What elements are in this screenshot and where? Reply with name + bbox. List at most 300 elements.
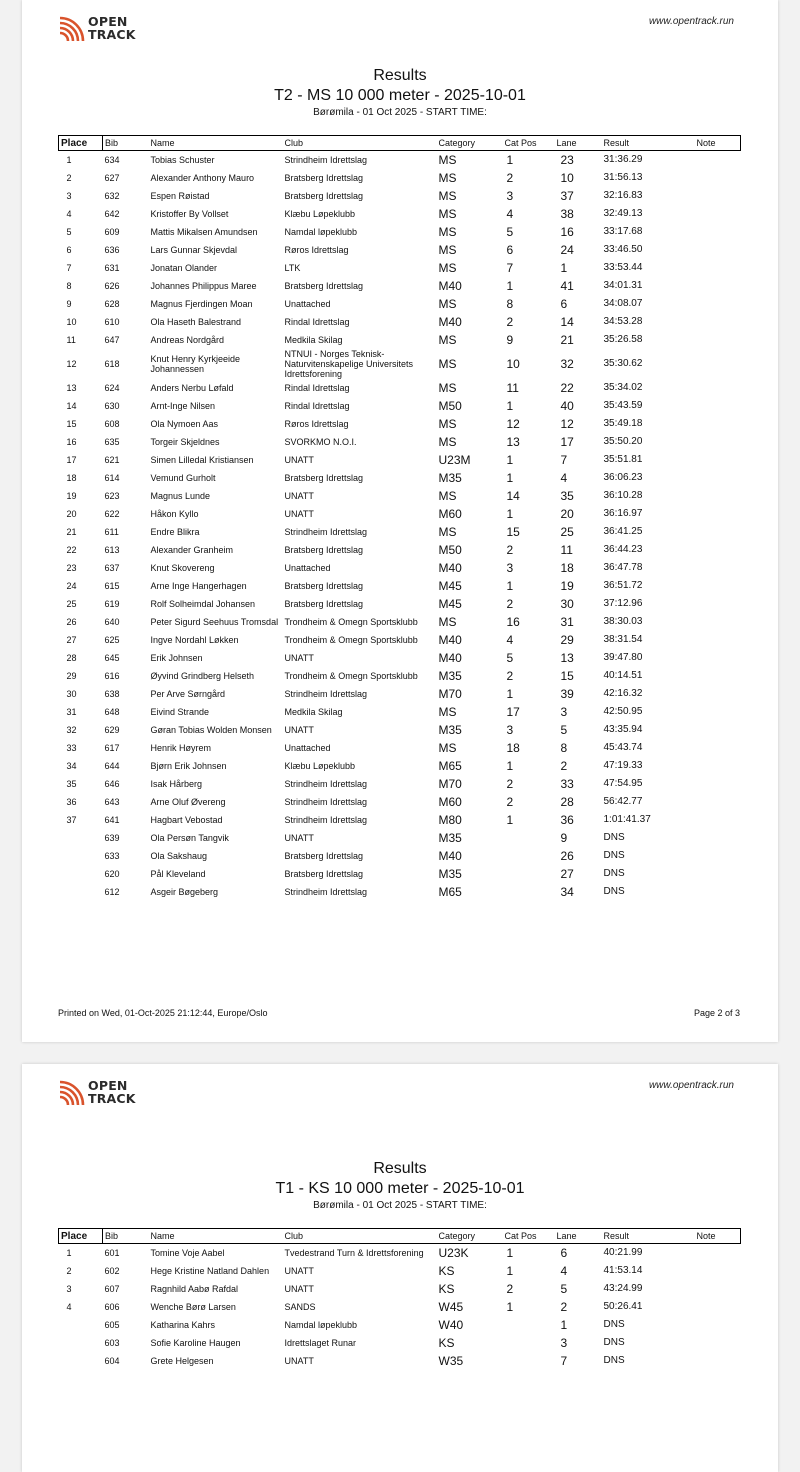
cell-bib: 622 (104, 508, 120, 519)
cell-result: 36:06.23 (603, 471, 643, 483)
table-row (59, 187, 741, 205)
table-row (59, 739, 741, 757)
cell-place: 21 (66, 526, 77, 537)
cell-lane: 5 (560, 1281, 568, 1296)
cell-note (695, 1316, 741, 1334)
cell-category: MS (438, 380, 457, 395)
cell-name: Ingve Nordahl Løkken (150, 634, 239, 645)
cell-note (695, 505, 741, 523)
cell-place: 7 (66, 262, 72, 273)
cell-place: 12 (66, 358, 77, 369)
cell-name: Knut Henry Kyrkjeeide Johannessen (150, 353, 241, 374)
logo-text-open: OPEN (88, 14, 128, 29)
table-row (59, 793, 741, 811)
cell-lane: 15 (560, 668, 574, 683)
cell-result: 42:50.95 (603, 705, 643, 717)
cell-bib: 643 (104, 796, 120, 807)
cell-result: 34:01.31 (603, 279, 643, 291)
results-table (58, 135, 741, 901)
cell-result: 35:51.81 (603, 453, 643, 465)
cell-place: 27 (66, 634, 77, 645)
cell-cat-pos: 10 (506, 356, 520, 371)
cell-category: MS (438, 242, 457, 257)
table-row (59, 577, 741, 595)
cell-place: 9 (66, 298, 72, 309)
cell-category: MS (438, 332, 457, 347)
table-row (59, 865, 741, 883)
cell-result: 35:43.59 (603, 399, 643, 411)
cell-bib: 640 (104, 616, 120, 627)
cell-club: UNATT (284, 1355, 314, 1366)
cell-name: Peter Sigurd Seehuus Tromsdal (150, 616, 279, 627)
cell-club: Bratsberg Idrettslag (284, 544, 364, 555)
cell-cat-pos: 2 (506, 776, 514, 791)
cell-note (695, 847, 741, 865)
cell-bib: 648 (104, 706, 120, 717)
cell-club: Rindal Idrettslag (284, 382, 350, 393)
cell-note (695, 1262, 741, 1280)
cell-note (695, 739, 741, 757)
cell-lane: 35 (560, 488, 574, 503)
results-header (22, 66, 778, 120)
cell-category: MS (438, 434, 457, 449)
table-row (59, 451, 741, 469)
cell-category: M80 (438, 812, 462, 827)
cell-note (695, 259, 741, 277)
cell-place: 13 (66, 382, 77, 393)
event-subtitle: Børømila - 01 Oct 2025 - START TIME: (313, 107, 487, 118)
cell-result: 35:49.18 (603, 417, 643, 429)
cell-bib: 619 (104, 598, 120, 609)
results-table-body (59, 1244, 741, 1370)
cell-note (695, 1280, 741, 1298)
cell-bib: 616 (104, 670, 120, 681)
col-note: Note (696, 1231, 716, 1241)
cell-cat-pos: 1 (506, 152, 514, 167)
cell-lane: 18 (560, 560, 574, 575)
cell-club: LTK (284, 262, 301, 273)
cell-place: 26 (66, 616, 77, 627)
cell-name: Arnt-Inge Nilsen (150, 400, 216, 411)
cell-name: Ola Persøn Tangvik (150, 832, 229, 843)
cell-bib: 620 (104, 868, 120, 879)
cell-club: Bratsberg Idrettslag (284, 598, 364, 609)
cell-result: 36:16.97 (603, 507, 643, 519)
cell-cat-pos (503, 865, 555, 883)
cell-note (695, 313, 741, 331)
cell-category: MS (438, 170, 457, 185)
cell-category: M50 (438, 398, 462, 413)
cell-lane: 34 (560, 884, 574, 899)
cell-place: 10 (66, 316, 77, 327)
col-result: Result (603, 138, 630, 148)
site-url[interactable]: www.opentrack.run (648, 1080, 734, 1091)
cell-name: Grete Helgesen (150, 1355, 214, 1366)
cell-lane: 33 (560, 776, 574, 791)
cell-category: MS (438, 206, 457, 221)
cell-bib: 626 (104, 280, 120, 291)
event-title: T2 - MS 10 000 meter - 2025-10-01 (274, 87, 526, 104)
cell-result: 43:35.94 (603, 723, 643, 735)
cell-note (695, 223, 741, 241)
cell-club: Unattached (284, 742, 331, 753)
table-row (59, 649, 741, 667)
table-row (59, 631, 741, 649)
cell-note (695, 451, 741, 469)
cell-note (695, 1244, 741, 1262)
cell-note (695, 811, 741, 829)
cell-lane: 1 (560, 260, 568, 275)
cell-result: 35:50.20 (603, 435, 643, 447)
cell-note (695, 523, 741, 541)
cell-bib: 641 (104, 814, 120, 825)
cell-place: 1 (66, 154, 72, 165)
cell-cat-pos: 12 (506, 416, 520, 431)
cell-category: M40 (438, 314, 462, 329)
cell-note (695, 349, 741, 379)
cell-note (695, 1298, 741, 1316)
cell-place: 2 (66, 172, 72, 183)
cell-category: M40 (438, 632, 462, 647)
cell-category: U23M (438, 452, 471, 467)
cell-result: 33:53.44 (603, 261, 643, 273)
cell-result: 38:31.54 (603, 633, 643, 645)
cell-place: 22 (66, 544, 77, 555)
cell-result: 47:54.95 (603, 777, 643, 789)
table-row (59, 223, 741, 241)
col-result: Result (603, 1231, 630, 1241)
cell-bib: 645 (104, 652, 120, 663)
opentrack-arcs-icon (58, 15, 86, 41)
cell-cat-pos: 2 (506, 170, 514, 185)
cell-name: Sofie Karoline Haugen (150, 1337, 241, 1348)
cell-result: 56:42.77 (603, 795, 643, 807)
cell-bib: 603 (104, 1337, 120, 1348)
cell-club: Bratsberg Idrettslag (284, 868, 364, 879)
cell-name: Magnus Lunde (150, 490, 211, 501)
cell-name: Knut Skovereng (150, 562, 215, 573)
cell-lane: 8 (560, 740, 568, 755)
cell-note (695, 433, 741, 451)
cell-cat-pos: 1 (506, 1245, 514, 1260)
cell-name: Magnus Fjerdingen Moan (150, 298, 253, 309)
cell-club: Bratsberg Idrettslag (284, 850, 364, 861)
cell-lane: 17 (560, 434, 574, 449)
cell-category: KS (438, 1263, 455, 1278)
cell-place: 18 (66, 472, 77, 483)
cell-category: KS (438, 1335, 455, 1350)
cell-lane: 25 (560, 524, 574, 539)
cell-place (59, 829, 103, 847)
cell-name: Mattis Mikalsen Amundsen (150, 226, 258, 237)
table-row (59, 721, 741, 739)
cell-lane: 39 (560, 686, 574, 701)
cell-name: Andreas Nordgård (150, 334, 225, 345)
cell-cat-pos: 14 (506, 488, 520, 503)
cell-category: MS (438, 416, 457, 431)
cell-bib: 607 (104, 1283, 120, 1294)
cell-note (695, 469, 741, 487)
cell-category: MS (438, 296, 457, 311)
cell-name: Rolf Solheimdal Johansen (150, 598, 256, 609)
cell-cat-pos: 1 (506, 1263, 514, 1278)
results-table-body (59, 151, 741, 901)
cell-place (59, 883, 103, 901)
cell-category: MS (438, 356, 457, 371)
cell-place: 23 (66, 562, 77, 573)
cell-place (59, 1334, 103, 1352)
cell-cat-pos: 1 (506, 812, 514, 827)
cell-cat-pos: 3 (506, 722, 514, 737)
col-place: Place (59, 136, 103, 151)
cell-result: 34:53.28 (603, 315, 643, 327)
cell-cat-pos: 17 (506, 704, 520, 719)
cell-name: Espen Røistad (150, 190, 210, 201)
cell-name: Endre Blikra (150, 526, 200, 537)
cell-category: M60 (438, 506, 462, 521)
cell-cat-pos: 5 (506, 224, 514, 239)
cell-category: M35 (438, 722, 462, 737)
cell-cat-pos: 1 (506, 758, 514, 773)
cell-place: 2 (66, 1265, 72, 1276)
cell-cat-pos: 11 (506, 380, 519, 395)
cell-name: Per Arve Sørngård (150, 688, 226, 699)
cell-club: UNATT (284, 490, 314, 501)
opentrack-logo[interactable] (58, 1078, 148, 1106)
table-row (59, 667, 741, 685)
cell-name: Alexander Anthony Mauro (150, 172, 255, 183)
cell-result: DNS (603, 1336, 625, 1348)
cell-cat-pos: 1 (506, 578, 514, 593)
cell-category: M65 (438, 884, 462, 899)
cell-result: DNS (603, 831, 625, 843)
table-row (59, 757, 741, 775)
cell-club: Unattached (284, 562, 331, 573)
cell-name: Ola Sakshaug (150, 850, 208, 861)
cell-bib: 604 (104, 1355, 120, 1366)
logo-text-track: TRACK (88, 1091, 136, 1106)
cell-name: Anders Nerbu Løfald (150, 382, 234, 393)
cell-note (695, 1352, 741, 1370)
cell-result: 37:12.96 (603, 597, 643, 609)
cell-note (695, 703, 741, 721)
cell-name: Bjørn Erik Johnsen (150, 760, 227, 771)
cell-bib: 623 (104, 490, 120, 501)
cell-club: Bratsberg Idrettslag (284, 280, 364, 291)
cell-bib: 608 (104, 418, 120, 429)
cell-cat-pos: 1 (506, 686, 514, 701)
cell-result: 35:34.02 (603, 381, 643, 393)
cell-result: 40:14.51 (603, 669, 643, 681)
cell-lane: 19 (560, 578, 574, 593)
cell-result: 36:44.23 (603, 543, 643, 555)
cell-place: 11 (66, 334, 76, 345)
cell-name: Johannes Philippus Maree (150, 280, 257, 291)
cell-lane: 3 (560, 1335, 568, 1350)
cell-note (695, 241, 741, 259)
cell-club: SVORKMO N.O.I. (284, 436, 357, 447)
cell-cat-pos (503, 829, 555, 847)
cell-result: 32:16.83 (603, 189, 643, 201)
cell-result: 40:21.99 (603, 1246, 643, 1258)
table-row (59, 775, 741, 793)
cell-lane: 21 (560, 332, 574, 347)
cell-name: Lars Gunnar Skjevdal (150, 244, 238, 255)
cell-club: Trondheim & Omegn Sportsklubb (284, 634, 418, 645)
table-row (59, 613, 741, 631)
cell-cat-pos: 6 (506, 242, 514, 257)
table-row (59, 349, 741, 379)
results-heading: Results (373, 67, 427, 84)
cell-club: Trondheim & Omegn Sportsklubb (284, 616, 418, 627)
cell-name: Ragnhild Aabø Rafdal (150, 1283, 239, 1294)
cell-club: Bratsberg Idrettslag (284, 172, 364, 183)
cell-lane: 27 (560, 866, 574, 881)
opentrack-arcs-icon (58, 1079, 86, 1105)
table-row (59, 1298, 741, 1316)
cell-place: 36 (66, 796, 77, 807)
cell-note (695, 331, 741, 349)
cell-cat-pos: 4 (506, 632, 514, 647)
cell-lane: 32 (560, 356, 574, 371)
cell-name: Alexander Granheim (150, 544, 234, 555)
table-row (59, 1280, 741, 1298)
cell-result: 43:24.99 (603, 1282, 643, 1294)
cell-name: Simen Lilledal Kristiansen (150, 454, 254, 465)
table-row (59, 169, 741, 187)
table-row (59, 829, 741, 847)
cell-note (695, 205, 741, 223)
cell-place: 28 (66, 652, 77, 663)
cell-place: 37 (66, 814, 77, 825)
cell-club: UNATT (284, 832, 314, 843)
cell-name: Erik Johnsen (150, 652, 203, 663)
cell-cat-pos: 18 (506, 740, 520, 755)
cell-bib: 644 (104, 760, 120, 771)
cell-club: Namdal løpeklubb (284, 226, 358, 237)
cell-place (59, 1352, 103, 1370)
cell-name: Wenche Børø Larsen (150, 1301, 236, 1312)
cell-club: UNATT (284, 1283, 314, 1294)
cell-category: KS (438, 1281, 455, 1296)
logo-text-open: OPEN (88, 1078, 128, 1093)
cell-lane: 4 (560, 470, 568, 485)
cell-club: Namdal løpeklubb (284, 1319, 358, 1330)
cell-name: Ola Nymoen Aas (150, 418, 219, 429)
results-heading: Results (373, 1160, 427, 1177)
site-url[interactable]: www.opentrack.run (648, 16, 734, 27)
cell-place: 29 (66, 670, 77, 681)
cell-bib: 633 (104, 850, 120, 861)
cell-lane: 20 (560, 506, 574, 521)
cell-place: 17 (66, 454, 77, 465)
cell-place (59, 865, 103, 883)
cell-cat-pos: 1 (506, 398, 514, 413)
cell-name: Tobias Schuster (150, 154, 215, 165)
cell-lane: 36 (560, 812, 574, 827)
cell-cat-pos: 2 (506, 1281, 514, 1296)
cell-club: Strindheim Idrettslag (284, 796, 368, 807)
cell-cat-pos (503, 883, 555, 901)
cell-result: 50:26.41 (603, 1300, 643, 1312)
cell-place: 14 (66, 400, 77, 411)
results-header (22, 1159, 778, 1213)
cell-cat-pos: 2 (506, 596, 514, 611)
cell-bib: 609 (104, 226, 120, 237)
results-page-2 (22, 1064, 778, 1472)
cell-note (695, 151, 741, 169)
col-bib: Bib (105, 138, 119, 148)
table-row (59, 505, 741, 523)
cell-cat-pos: 2 (506, 542, 514, 557)
cell-club: UNATT (284, 508, 314, 519)
table-row (59, 883, 741, 901)
cell-place (59, 847, 103, 865)
cell-category: MS (438, 224, 457, 239)
cell-lane: 41 (560, 278, 574, 293)
cell-lane: 14 (560, 314, 574, 329)
cell-cat-pos (503, 1316, 555, 1334)
table-row (59, 811, 741, 829)
cell-place: 5 (66, 226, 72, 237)
table-row (59, 151, 741, 169)
cell-result: 31:56.13 (603, 171, 643, 183)
opentrack-logo[interactable] (58, 14, 148, 42)
cell-place: 20 (66, 508, 77, 519)
cell-name: Kristoffer By Vollset (150, 208, 229, 219)
cell-name: Ola Haseth Balestrand (150, 316, 242, 327)
cell-club: Bratsberg Idrettslag (284, 580, 364, 591)
cell-lane: 7 (560, 452, 568, 467)
cell-note (695, 541, 741, 559)
cell-bib: 615 (104, 580, 120, 591)
cell-lane: 29 (560, 632, 574, 647)
cell-note (695, 631, 741, 649)
cell-category: M35 (438, 830, 462, 845)
col-cat-pos: Cat Pos (504, 138, 537, 148)
event-subtitle: Børømila - 01 Oct 2025 - START TIME: (313, 1200, 487, 1211)
cell-note (695, 397, 741, 415)
cell-bib: 605 (104, 1319, 120, 1330)
table-row (59, 1316, 741, 1334)
table-row (59, 241, 741, 259)
cell-place: 6 (66, 244, 72, 255)
cell-lane: 28 (560, 794, 574, 809)
cell-category: W45 (438, 1299, 464, 1314)
cell-note (695, 379, 741, 397)
cell-bib: 630 (104, 400, 120, 411)
cell-place: 31 (66, 706, 77, 717)
cell-lane: 4 (560, 1263, 568, 1278)
cell-result: DNS (603, 1354, 625, 1366)
cell-name: Vemund Gurholt (150, 472, 216, 483)
event-title: T1 - KS 10 000 meter - 2025-10-01 (275, 1180, 525, 1197)
col-lane: Lane (556, 1231, 577, 1241)
cell-category: MS (438, 704, 457, 719)
cell-place: 15 (66, 418, 77, 429)
cell-result: 34:08.07 (603, 297, 643, 309)
cell-result: 36:10.28 (603, 489, 643, 501)
cell-place (59, 1316, 103, 1334)
cell-category: M50 (438, 542, 462, 557)
table-row (59, 295, 741, 313)
col-category: Category (438, 1231, 476, 1241)
cell-note (695, 295, 741, 313)
cell-result: 42:16.32 (603, 687, 643, 699)
cell-club: Røros Idrettslag (284, 418, 349, 429)
results-page-1 (22, 0, 778, 1042)
cell-name: Pål Kleveland (150, 868, 206, 879)
